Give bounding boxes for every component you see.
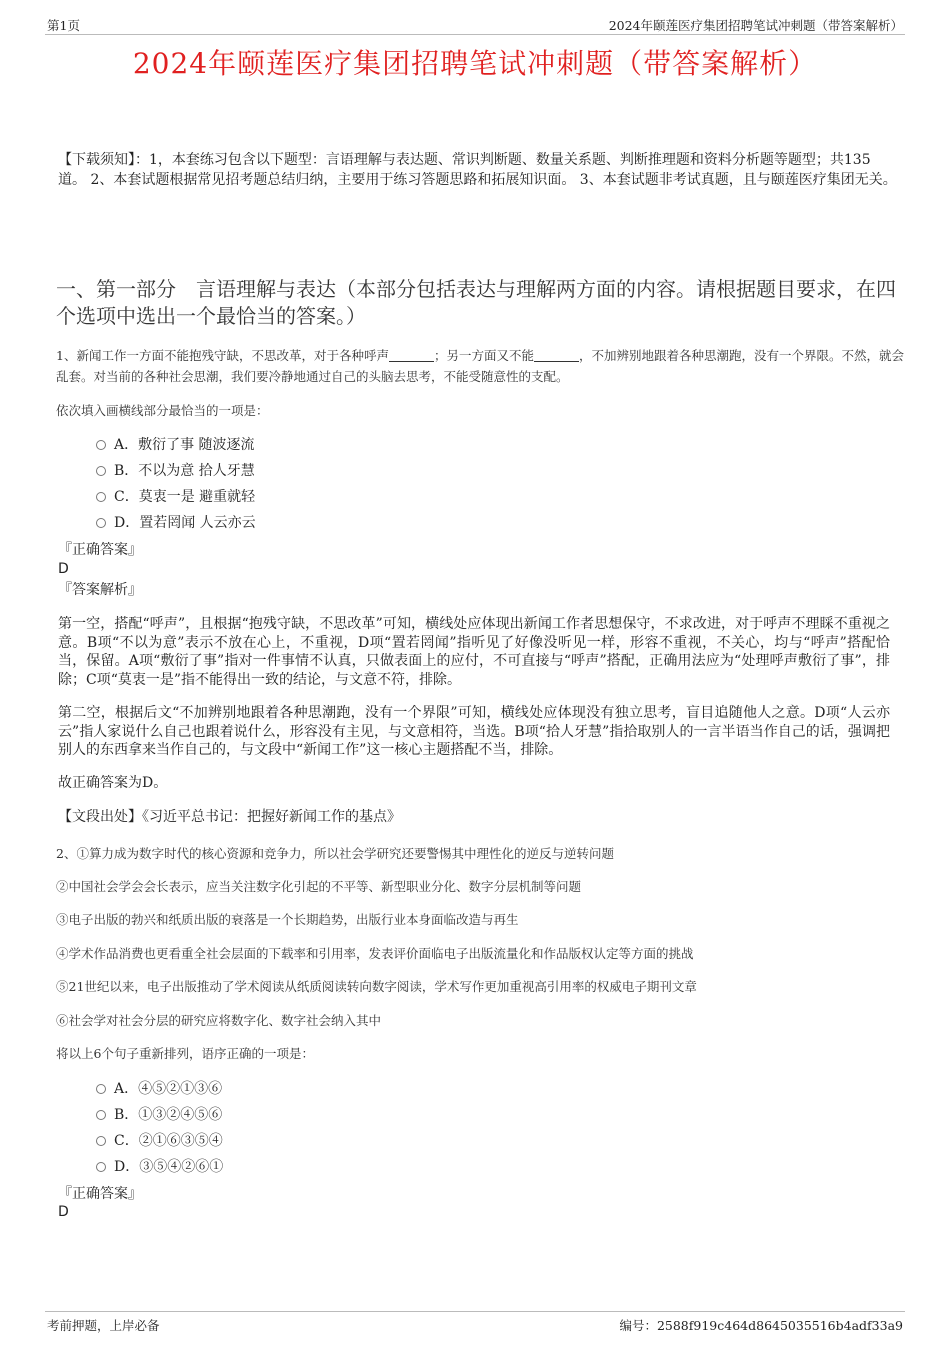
question-1-options [96, 432, 256, 536]
q1-option-d[interactable]: D．置若罔闻 人云亦云 [96, 510, 256, 536]
radio-icon[interactable] [96, 466, 106, 476]
radio-icon[interactable] [96, 518, 106, 528]
q1-analysis-2: 第二空，根据后文“不加辨别地跟着各种思潮跑，没有一个界限”可知，横线处应体现没有独立思考，盲目追随他人之意。D项“人云亦云”指人家说什么自己也跟着说什么，形容没有主见，与文意相符，当选。B项“拾人牙慧”指拾取别人的一言半语当作自己的话，强调把别人的东西拿来当作自己的，与文段中“新闻工作”这一核心主题搭配不当，排除。 [58, 705, 890, 758]
q2-sentence-5: ⑤21世纪以来，电子出版推动了学术阅读从纸质阅读转向数字阅读，学术写作更加重视高引用率的权威电子期刊文章 [56, 979, 697, 994]
footer-serial: 编号：2588f919c464d8645035516b4adf33a9 [619, 1318, 903, 1333]
radio-icon[interactable] [96, 1136, 106, 1146]
q1-answer: D [58, 561, 69, 577]
q2-sentence-3: ③电子出版的勃兴和纸质出版的衰落是一个长期趋势，出版行业本身面临改造与再生 [56, 912, 519, 927]
footer-slogan: 考前押题，上岸必备 [47, 1318, 160, 1333]
question-1-prompt: 依次填入画横线部分最恰当的一项是： [56, 403, 269, 418]
radio-icon[interactable] [96, 440, 106, 450]
download-notice: 【下载须知】：1，本套练习包含以下题型：言语理解与表达题、常识判断题、数量关系题、判断推理题和资料分析题等题型；共135道。 2、本套试题根据常见招考题总结归纳，主要用于练习答题思路和拓展知识面。 3、本套试题非考试真题，且与颐莲医疗集团无关。 [58, 152, 897, 188]
q2-option-a[interactable]: A．④⑤②①③⑥ [96, 1076, 223, 1102]
q2-sentence-6: ⑥社会学对社会分层的研究应将数字化、数字社会纳入其中 [56, 1013, 382, 1028]
q1-option-a[interactable]: A．敷衍了事 随波逐流 [96, 432, 256, 458]
q1-option-c[interactable]: C．莫衷一是 避重就轻 [96, 484, 256, 510]
question-2-options [96, 1076, 223, 1180]
page-footer [45, 1311, 905, 1334]
page-title: 2024年颐莲医疗集团招聘笔试冲刺题（带答案解析） [132, 47, 818, 80]
q1-analysis-label: 『答案解析』 [58, 582, 142, 598]
q2-option-d[interactable]: D．③⑤④②⑥① [96, 1154, 223, 1180]
q1-source: 【文段出处】《习近平总书记：把握好新闻工作的基点》 [58, 809, 401, 825]
q1-conclusion: 故正确答案为D。 [58, 775, 168, 791]
q2-option-c[interactable]: C．②①⑥③⑤④ [96, 1128, 223, 1154]
q2-answer: D [58, 1204, 69, 1220]
page-header [45, 14, 905, 35]
header-doc-title: 2024年颐莲医疗集团招聘笔试冲刺题（带答案解析） [608, 18, 903, 33]
page-number: 第1页 [47, 18, 80, 33]
radio-icon[interactable] [96, 492, 106, 502]
q1-analysis-1: 第一空，搭配“呼声”，且根据“抱残守缺，不思改革”可知，横线处应体现出新闻工作者思想保守，不求改进，对于呼声不理睬不重视之意。B项“不以为意”表示不放在心上，不重视，D项“置若罔闻”指听见了好像没听见一样，形容不重视，不关心，均与“呼声”搭配恰当，保留。A项“敷衍了事”指对一件事情不认真，只做表面上的应付，不可直接与“呼声”搭配，正确用法应为“处理呼声敷衍了事”，排除；C项“莫衷一是”指不能得出一致的结论，与文意不符，排除。 [58, 616, 890, 688]
blank-1 [389, 349, 434, 362]
q2-option-b[interactable]: B．①③②④⑤⑥ [96, 1102, 223, 1128]
section-heading: 一、第一部分 言语理解与表达（本部分包括表达与理解两方面的内容。请根据题目要求，在四个选项中选出一个最恰当的答案。） [56, 277, 896, 328]
radio-icon[interactable] [96, 1162, 106, 1172]
q2-answer-label: 『正确答案』 [58, 1186, 142, 1202]
radio-icon[interactable] [96, 1110, 106, 1120]
q2-sentence-4: ④学术作品消费也更看重全社会层面的下载率和引用率，发表评价面临电子出版流量化和作品版权认定等方面的挑战 [56, 946, 694, 961]
question-2-stem: 2、①算力成为数字时代的核心资源和竞争力，所以社会学研究还要警惕其中理性化的逆反与逆转问题 [56, 846, 614, 861]
blank-2 [534, 349, 579, 362]
q1-option-b[interactable]: B．不以为意 拾人牙慧 [96, 458, 256, 484]
radio-icon[interactable] [96, 1084, 106, 1094]
question-2-prompt: 将以上6个句子重新排列，语序正确的一项是： [56, 1046, 314, 1061]
q2-sentence-2: ②中国社会学会会长表示，应当关注数字化引起的不平等、新型职业分化、数字分层机制等问题 [56, 879, 582, 894]
question-1-stem: 1、新闻工作一方面不能抱残守缺，不思改革，对于各种呼声 ；另一方面又不能 ，不加辨别地跟着各种思潮跑，没有一个界限。不然，就会乱套。对当前的各种社会思潮，我们要冷静地通过自己的头脑去思考，不能受随意性的支配。 [56, 348, 904, 384]
q1-answer-label: 『正确答案』 [58, 542, 142, 558]
